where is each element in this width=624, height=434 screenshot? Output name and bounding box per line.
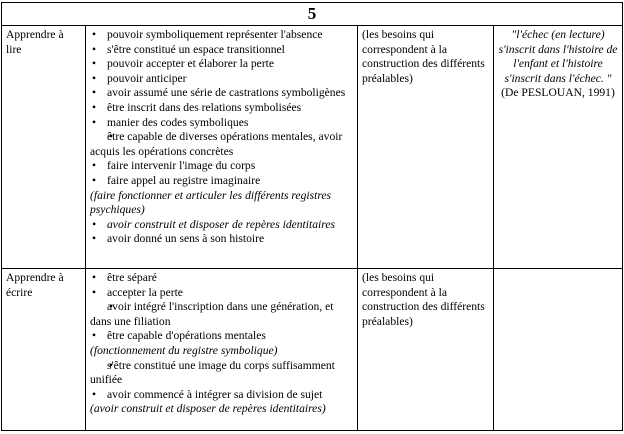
prerequisites-cell <box>86 269 358 431</box>
needs-cell: (les besoins qui correspondent à la construction des différents préalables) <box>358 26 494 269</box>
row-label: Apprendre à lire <box>2 26 86 269</box>
list-item: • avoir donné un sens à son histoire <box>90 232 353 247</box>
prerequisites-list <box>90 28 353 247</box>
list-item: • avoir intégré l'inscription dans une génération, et dans une filiation <box>90 300 353 329</box>
prerequisites-cell <box>86 26 358 269</box>
list-item: • être capable de diverses opérations mentales, avoir acquis les opérations concrètes <box>90 130 353 159</box>
list-item: • avoir assumé une série de castrations symboligènes <box>90 86 353 101</box>
table-row-read <box>2 26 623 269</box>
prerequisites-list <box>90 271 353 417</box>
list-item: • manier des codes symboliques <box>90 116 353 131</box>
citation-cell <box>494 269 623 431</box>
list-item: • avoir commencé à intégrer sa division de sujet <box>90 388 353 403</box>
list-item: • être séparé <box>90 271 353 286</box>
list-item: • accepter la perte <box>90 286 353 301</box>
list-note: (faire fonctionner et articuler les différents registres psychiques) <box>90 188 332 217</box>
list-item: • faire appel au registre imaginaire <box>90 174 353 189</box>
citation-cell <box>494 26 623 269</box>
table-row-write <box>2 269 623 431</box>
row-label: Apprendre à écrire <box>2 269 86 431</box>
document-table <box>1 2 623 431</box>
list-item: • pouvoir symboliquement représenter l'absence <box>90 28 353 43</box>
list-item: • pouvoir accepter et élaborer la perte <box>90 57 353 72</box>
list-note: (fonctionnement du registre symbolique) <box>90 343 278 357</box>
needs-cell: (les besoins qui correspondent à la construction des différents préalables) <box>358 269 494 431</box>
list-item: • avoir construit et disposer de repères identitaires <box>90 218 353 233</box>
citation-source: (De PESLOUAN, 1991) <box>501 86 615 100</box>
citation-quote: "l'échec (en lecture) s'inscrit dans l'histoire de l'enfant et l'histoire s'inscrit dans l'échec. " <box>498 28 618 85</box>
list-item: • pouvoir anticiper <box>90 72 353 87</box>
page-number: 5 <box>2 3 623 26</box>
header-row <box>2 3 623 26</box>
list-item: • faire intervenir l'image du corps <box>90 159 353 174</box>
list-item: • s'être constitué une image du corps suffisamment unifiée <box>90 359 353 388</box>
list-item: • être capable d'opérations mentales <box>90 329 353 344</box>
list-item: • être inscrit dans des relations symbolisées <box>90 101 353 116</box>
list-note: (avoir construit et disposer de repères identitaires) <box>90 402 326 416</box>
list-item: • s'être constitué un espace transitionnel <box>90 43 353 58</box>
